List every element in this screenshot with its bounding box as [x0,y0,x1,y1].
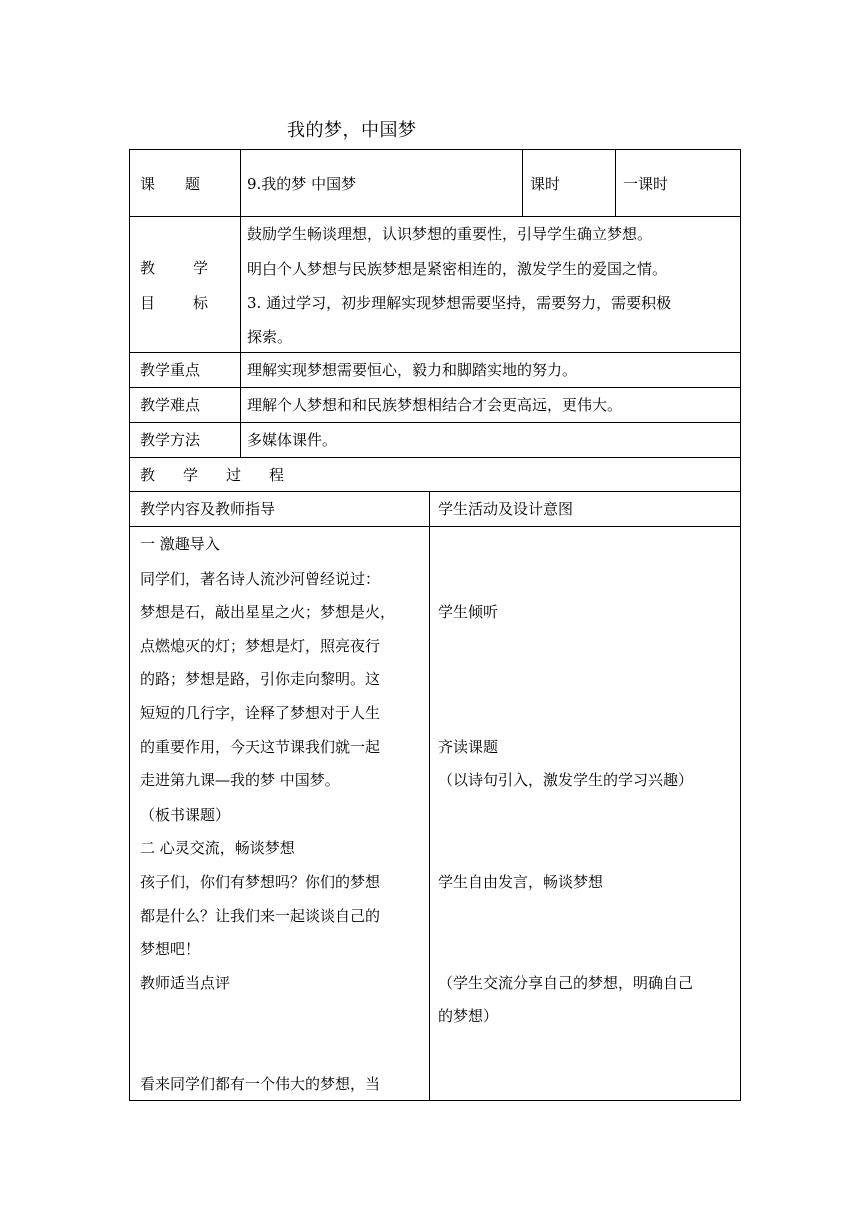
left-line: 一 激趣导入 [140,535,220,553]
left-line: 孩子们，你们有梦想吗？你们的梦想 [140,873,381,891]
left-line: 短短的几行字，诠释了梦想对于人生 [140,704,381,722]
right-line: （学生交流分享自己的梦想，明确自己 [438,974,694,992]
goal-line: 探索。 [247,328,293,346]
goals-label-char: 学 [192,259,208,277]
left-line: 梦想是石，敲出星星之火；梦想是火， [140,603,396,621]
process-heading-char: 程 [269,466,285,484]
goals-label-char: 目 [140,294,156,312]
goal-line: 鼓励学生畅谈理想，认识梦想的重要性，引导学生确立梦想。 [247,225,653,243]
process-heading-char: 教 [140,466,156,484]
topic-label [140,174,210,194]
left-line: 的重要作用，今天这节课我们就一起 [140,738,381,756]
goals-label-line1 [140,258,208,278]
lesson-plan-table [129,149,741,1101]
key-point-value: 理解实现梦想需要恒心，毅力和脚踏实地的努力。 [247,361,578,379]
right-line: 的梦想） [438,1007,499,1025]
right-line: 学生倾听 [438,603,499,621]
left-line: 的路；梦想是路，引你走向黎明。这 [140,670,381,688]
left-line: 教师适当点评 [140,974,231,992]
goals-label-char: 标 [192,294,208,312]
left-line: 梦想吧！ [140,940,201,958]
left-line: （板书课题） [140,806,231,824]
left-column-header: 教学内容及教师指导 [140,500,276,518]
process-heading-char: 过 [226,466,242,484]
topic-label-text: 课 题 [140,175,201,193]
period-value: 一课时 [623,175,669,193]
right-line: （以诗句引入，激发学生的学习兴趣） [438,771,694,789]
left-line: 走进第九课—我的梦 中国梦。 [140,771,340,789]
goal-line: 3. 通过学习，初步理解实现梦想需要坚持，需要努力，需要积极 [247,294,672,312]
document-title: 我的梦，中国梦 [287,120,417,141]
left-line: 二 心灵交流，畅谈梦想 [140,839,295,857]
right-line: 齐读课题 [438,738,499,756]
goals-label-line2 [140,293,208,313]
difficulty-value: 理解个人梦想和和民族梦想相结合才会更高远，更伟大。 [247,396,623,414]
method-value: 多媒体课件。 [247,431,338,449]
method-label: 教学方法 [140,431,201,449]
goals-label-char: 教 [140,259,156,277]
left-line: 点燃熄灭的灯；梦想是灯，照亮夜行 [140,637,381,655]
period-label: 课时 [530,175,561,193]
left-line: 都是什么？让我们来一起谈谈自己的 [140,907,381,925]
process-heading [140,465,284,485]
process-heading-char: 学 [183,466,199,484]
difficulty-label: 教学难点 [140,396,201,414]
left-line: 同学们，著名诗人流沙河曾经说过： [140,570,381,588]
left-line: 看来同学们都有一个伟大的梦想，当 [140,1075,381,1093]
right-column-header: 学生活动及设计意图 [438,500,574,518]
key-point-label: 教学重点 [140,361,201,379]
goal-line: 明白个人梦想与民族梦想是紧密相连的，激发学生的爱国之情。 [247,260,668,278]
topic-value: 9.我的梦 中国梦 [247,175,357,193]
right-line: 学生自由发言，畅谈梦想 [438,873,604,891]
